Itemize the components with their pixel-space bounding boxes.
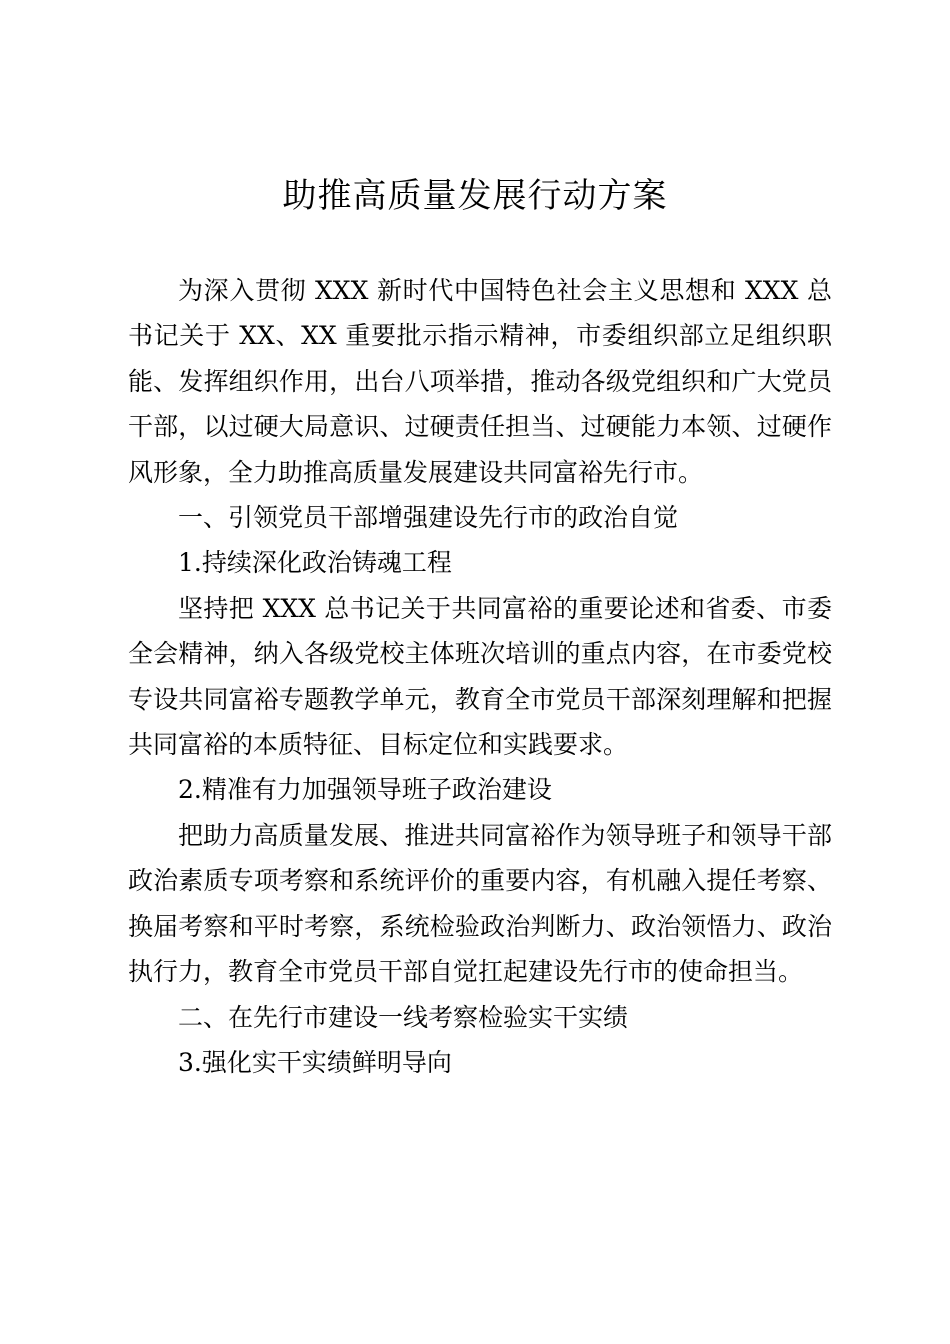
section-heading-1: 一、引领党员干部增强建设先行市的政治自觉 [178,503,679,533]
subheading-1: 1.持续深化政治铸魂工程 [178,548,452,578]
paragraph-2: 把助力高质量发展、推进共同富裕作为领导班子和领导干部政治素质专项考察和系统评价的重要内容，有机融入提任考察、换届考察和平时考察，系统检验政治判断力、政治领悟力、政治执行力，教育全市党员干部自觉扛起建设先行市的使命担当。 [128,820,832,987]
subheading-2: 2.精准有力加强领导班子政治建设 [178,775,552,805]
intro-paragraph: 为深入贯彻 XXX 新时代中国特色社会主义思想和 XXX 总书记关于 XX、XX 重要批示指示精神，市委组织部立足组织职能、发挥组织作用，出台八项举措，推动各级党组织和广大党员干部，以过硬大局意识、过硬责任担当、过硬能力本领、过硬作风形象，全力助推高质量发展建设共同富裕先行市。 [128,276,832,487]
subheading-3: 3.强化实干实绩鲜明导向 [178,1047,452,1077]
document-title: 助推高质量发展行动方案 [282,176,668,216]
section-heading-2: 二、在先行市建设一线考察检验实干实绩 [178,1002,629,1032]
document-body [128,268,832,1085]
paragraph-1: 坚持把 XXX 总书记关于共同富裕的重要论述和省委、市委全会精神，纳入各级党校主体班次培训的重点内容，在市委党校专设共同富裕专题教学单元，教育全市党员干部深刻理解和把握共同富裕的本质特征、目标定位和实践要求。 [128,593,832,760]
